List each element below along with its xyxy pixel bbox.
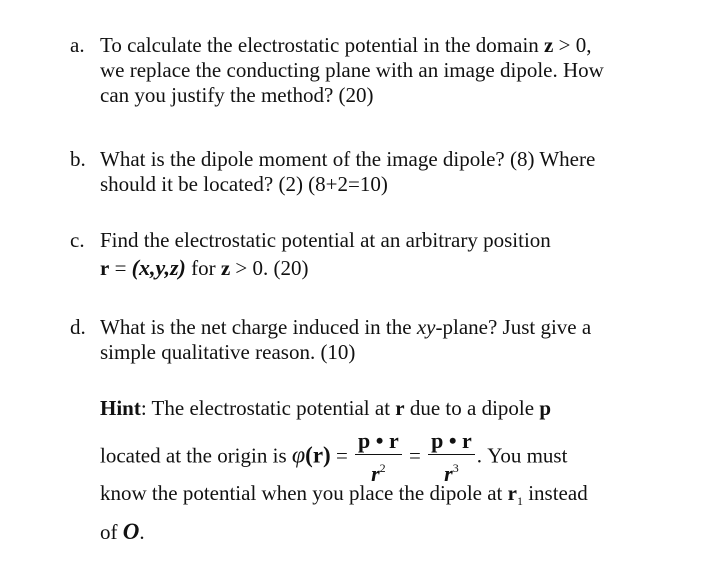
fraction-2 xyxy=(428,429,475,486)
math-symbol-phi: φ xyxy=(291,442,306,469)
question-letter: b. xyxy=(70,147,86,171)
text-segment: > 0, xyxy=(553,33,592,57)
exponent: 2 xyxy=(379,461,386,475)
math-variable: z xyxy=(544,33,554,57)
question-line: Find the electrostatic potential at an arbitrary position xyxy=(100,228,551,252)
hint-line xyxy=(100,519,680,545)
math-variable: r xyxy=(371,461,380,486)
math-variable: p xyxy=(539,396,552,420)
question-line: we replace the conducting plane with an image dipole. How xyxy=(100,58,604,82)
question-body xyxy=(100,228,670,281)
question-b xyxy=(70,147,670,197)
fraction-numerator: p • r xyxy=(355,429,402,455)
subscript: 1 xyxy=(516,494,523,508)
text-segment: : The electrostatic potential at xyxy=(140,396,396,420)
fraction-numerator: p • r xyxy=(428,429,475,455)
math-variable: O xyxy=(122,519,140,544)
question-line xyxy=(100,33,670,58)
hint-block xyxy=(100,396,680,545)
math-tuple: (x,y,z) xyxy=(131,255,186,280)
question-body xyxy=(100,33,670,108)
text-segment: What is the net charge induced in the xyxy=(100,315,417,339)
question-body xyxy=(100,147,670,197)
question-line xyxy=(100,255,670,281)
math-variable: r xyxy=(507,481,517,505)
hint-formula-line xyxy=(100,428,680,486)
text-segment: > 0. (20) xyxy=(230,256,309,280)
question-line: What is the dipole moment of the image dipole? (8) Where xyxy=(100,147,596,171)
question-a xyxy=(70,33,670,108)
question-letter: c. xyxy=(70,228,85,252)
question-c xyxy=(70,228,670,281)
math-variable: r xyxy=(100,256,110,280)
question-d xyxy=(70,315,670,365)
hint-line xyxy=(100,396,680,421)
question-letter: a. xyxy=(70,33,85,57)
question-line xyxy=(100,315,670,340)
text-segment: of xyxy=(100,520,123,544)
math-variable: r xyxy=(395,396,405,420)
question-line: simple qualitative reason. (10) xyxy=(100,340,356,364)
text-segment: xy xyxy=(416,315,436,339)
question-letter: d. xyxy=(70,315,86,339)
exponent: 3 xyxy=(452,461,459,475)
text-segment: due to a dipole xyxy=(404,396,540,420)
fraction-1 xyxy=(355,429,402,486)
text-segment: . xyxy=(139,520,145,544)
text-segment: To calculate the electrostatic potential in the domain xyxy=(100,33,545,57)
math-variable: z xyxy=(220,256,231,280)
question-line: should it be located? (2) (8+2=10) xyxy=(100,172,388,196)
text-segment: for xyxy=(185,256,221,280)
text-segment: = xyxy=(403,443,427,468)
hint-label: Hint xyxy=(100,396,141,420)
text-segment: . You must xyxy=(476,443,568,468)
math-argument: (r) xyxy=(305,442,331,468)
question-body xyxy=(100,315,670,365)
text-segment: know the potential when you place the dipole at xyxy=(100,481,508,505)
math-variable: r xyxy=(444,461,453,486)
text-segment: instead xyxy=(522,481,588,505)
text-segment: located at the origin is xyxy=(100,443,292,468)
question-line: can you justify the method? (20) xyxy=(100,83,374,107)
text-segment: = xyxy=(330,443,354,468)
text-segment: -plane? Just give a xyxy=(435,315,592,339)
hint-line xyxy=(100,481,680,514)
text-segment: = xyxy=(109,256,132,280)
